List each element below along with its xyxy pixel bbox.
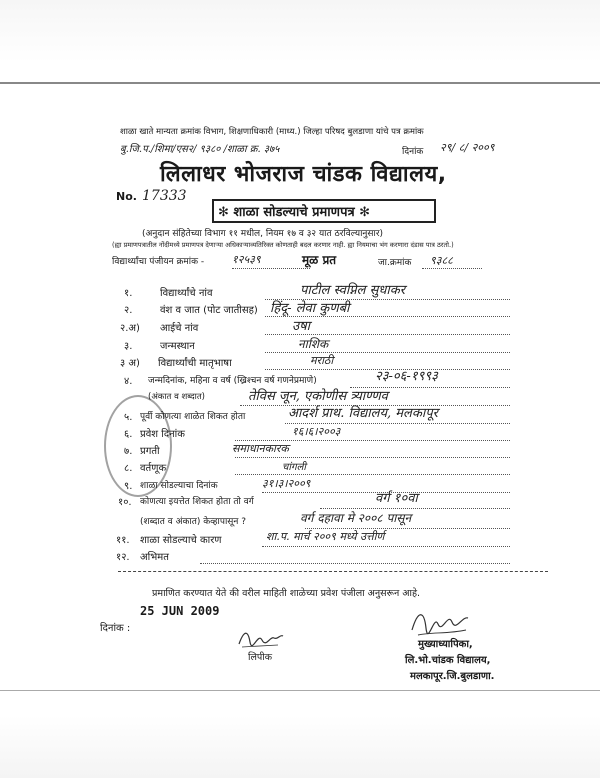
field-label: शाळा सोडल्याचे कारण (140, 535, 222, 546)
date-value: २९/ ८/ २००९ (440, 141, 495, 154)
field-label: वर्तणूक (140, 463, 167, 474)
leaving-date-value: ३१।३।२००९ (262, 477, 311, 490)
dob-value: २३-०६-१९९३ (375, 369, 438, 384)
registration-value: १२५३९ (232, 253, 261, 266)
progress-value: समाधानकारक (232, 442, 289, 455)
principal-title: मुख्याध्यापिका, (418, 639, 473, 650)
clerk-label: लिपीक (248, 652, 273, 663)
mother-tongue-value: मराठी (310, 354, 334, 367)
field-label: (अंकात व शब्दात) (148, 392, 206, 402)
field-label: प्रवेश दिनांक (140, 429, 185, 440)
authority-line: शाळा खाते मान्यता क्रमांक विभाग, शिक्षणाधिकारी (माध्य.) जिल्हा परिषद बुलडाणा यांचे पत्र क्रमांक (120, 127, 424, 137)
original-copy-mark: मूळ प्रत (302, 253, 337, 267)
certificate-title: ✻ शाळा सोडल्याचे प्रमाणपत्र ✻ (218, 205, 371, 220)
caste-value: हिंदू- लेवा कुणबी (270, 301, 350, 316)
principal-school: लि.भो.चांडक विद्यालय, (405, 655, 491, 666)
field-label: पूर्वी कोणत्या शाळेत शिकत होता (140, 412, 246, 422)
field-label: कोणत्या इयत्तेत शिकत होता तो वर्ग (140, 497, 254, 507)
principal-signature (408, 608, 472, 638)
class-value: वर्ग १०वा (375, 491, 418, 506)
conduct-value: चांगली (282, 462, 306, 473)
field-label: विद्यार्थ्यांची मातृभाषा (158, 358, 232, 369)
date-label: दिनांक (402, 147, 424, 157)
general-reg-value: ९३८८ (430, 254, 453, 267)
field-label: जन्मस्थान (160, 341, 195, 352)
certificate-page: शाळा खाते मान्यता क्रमांक विभाग, शिक्षणाधिकारी (माध्य.) जिल्हा परिषद बुलडाणा यांचे पत्र क्रमांक बु.जि.प./शिमा/एस२/ ९३८० /शाळा क्र. ३७५ दिनांक २९/ ८/ २००९ लिलाधर भोजराज चांडक विद्यालय, No. 17333 ✻ शाळा सोडल्याचे प्रमाणपत्र ✻ (अनुदान संहितेच्या विभाग ११ मधील, नियम १७ व ३२ यात ठरविल्यानुसार) (ह्या प्रमाणपत्रातील नोंदीमध्ये प्रमाणपत्र देणाऱ्या अधिकाऱ्याव्यतिरिक्त कोणताही बदल करणार नाही. ह्या नियमाचा भंग करणारा दंडास पात्र ठरतो.) विद्यार्थ्यांचा पंजीयन क्रमांक - १२५३९ मूळ प्रत जा.क्रमांक ९३८८ १. विद्यार्थ्यांचे नांव पाटील स्वप्निल सुधाकर २. वंश व जात (पोट जातीसह) हिंदू- लेवा कुणबी २.अ) आईचे नांव उषा ३. जन्मस्थान नाशिक ३ अ) विद्यार्थ्यांची मातृभाषा मराठी ४. जन्मदिनांक, महिना व वर्ष (ख्रिश्चन वर्ष गणनेप्रमाणे) २३-०६-१९९३ (अंकात व शब्दात) तेविस जून, एकोणीस त्र्याण्णव ५. पूर्वी कोणत्या शाळेत शिकत होता आदर्श प्राथ. विद्यालय, मलकापूर ६. प्रवेश दिनांक १६।६।२००३ ७. प्रगती समाधानकारक ८. वर्तणूक चांगली ९. शाळा सोडल्याचा दिनांक ३१।३।२००९ १०. कोणत्या इयत्तेत शिकत होता तो वर्ग वर्ग १०वा (शब्दात व अंकात) केव्हापासून ? वर्ग दहावा मे २००८ पासून ११. शाळा सोडल्याचे कारण शा.प. मार्च २००९ मध्ये उत्तीर्ण १२. अभिमत प्रमाणित करण्यात येते की वरील माहिती शाळेच्या प्रवेश पंजीला अनुसरून आहे. 25 JUN 2009 दिनांक : लिपीक मुख्याध्यापिका, लि.भो.चांडक विद्यालय, मलकापूर.जि.बुलडाणा. (0, 0, 600, 778)
registration-label: विद्यार्थ्यांचा पंजीयन क्रमांक - (112, 257, 205, 267)
ref-line: बु.जि.प./शिमा/एस२/ ९३८० /शाळा क्र. ३७५ (120, 144, 280, 155)
principal-place: मलकापूर.जि.बुलडाणा. (410, 671, 495, 682)
student-name-value: पाटील स्वप्निल सुधाकर (300, 283, 406, 298)
certificate-no-label: No. (116, 190, 137, 203)
certificate-subtitle: (अनुदान संहितेच्या विभाग ११ मधील, नियम १७ व ३२ यात ठरविल्यानुसार) (142, 229, 384, 239)
class-since-value: वर्ग दहावा मे २००८ पासून (300, 511, 412, 525)
general-reg-label: जा.क्रमांक (378, 258, 412, 268)
field-label: आईचे नांव (160, 323, 199, 334)
birthplace-value: नाशिक (298, 337, 329, 351)
mother-name-value: उषा (292, 319, 311, 334)
certificate-no-value: 17333 (142, 188, 187, 204)
field-label: विद्यार्थ्यांचे नांव (160, 288, 213, 299)
footer-date-label: दिनांक : (100, 623, 131, 634)
field-label: प्रगती (140, 446, 160, 457)
field-label: जन्मदिनांक, महिना व वर्ष (ख्रिश्चन वर्ष गणनेप्रमाणे) (148, 376, 317, 386)
leaving-reason-value: शा.प. मार्च २००९ मध्ये उत्तीर्ण (266, 530, 385, 543)
admission-date-value: १६।६।२००३ (292, 425, 341, 438)
field-label: अभिमत (140, 552, 169, 563)
divider-line (118, 571, 548, 572)
scan-edge-top (0, 82, 600, 84)
field-label: वंश व जात (पोट जातीसह) (160, 305, 258, 316)
scan-edge-bottom (0, 690, 600, 691)
clerk-signature (236, 626, 286, 650)
school-name: लिलाधर भोजराज चांडक विद्यालय, (160, 162, 447, 187)
date-stamp: 25 JUN 2009 (140, 604, 220, 618)
field-label: शाळा सोडल्याचा दिनांक (140, 481, 218, 491)
dob-words-value: तेविस जून, एकोणीस त्र्याण्णव (248, 389, 388, 404)
certificate-warning: (ह्या प्रमाणपत्रातील नोंदीमध्ये प्रमाणपत्र देणाऱ्या अधिकाऱ्याव्यतिरिक्त कोणताही बदल करणार नाही. ह्या नियमाचा भंग करणारा दंडास पात्र ठरतो.) (112, 241, 454, 249)
previous-school-value: आदर्श प्राथ. विद्यालय, मलकापूर (288, 406, 438, 421)
certify-text: प्रमाणित करण्यात येते की वरील माहिती शाळेच्या प्रवेश पंजीला अनुसरून आहे. (152, 588, 421, 599)
field-label: (शब्दात व अंकात) केव्हापासून ? (140, 517, 246, 527)
